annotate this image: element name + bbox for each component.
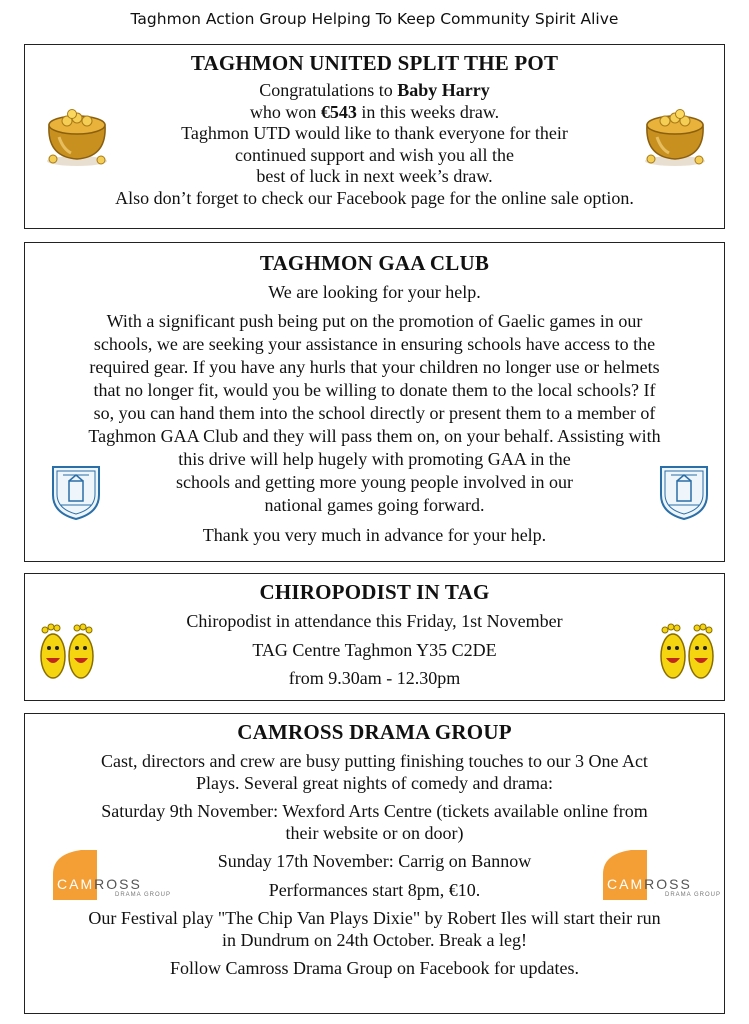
gaa-text-line: required gear. If you have any hurls that your children no longer use or helmets	[89, 356, 660, 377]
pot-congrats-line: Congratulations to Baby Harry	[259, 80, 490, 100]
gaa-text-line: schools and getting more young people involved in our	[176, 471, 573, 492]
gaa-text-line: schools, we are seeking your assistance in ensuring schools have access to the	[93, 333, 656, 354]
gaa-text-line: so, you can hand them into the school directly or present them to a member of	[93, 402, 656, 423]
gaa-crest-icon	[655, 461, 713, 523]
drama-text-line: Our Festival play "The Chip Van Plays Dixie" by Robert Iles will start their run	[88, 908, 661, 928]
drama-text-line: their website or on door)	[285, 822, 464, 843]
camross-logo-text: CAMROSS	[607, 876, 692, 892]
camross-drama-section	[24, 713, 725, 1014]
gaa-text-line: With a significant push being put on the promotion of Gaelic games in our	[106, 310, 643, 331]
gaa-text-line: national games going forward.	[264, 494, 485, 515]
pot-text-line: Taghmon UTD would like to thank everyone for their	[181, 123, 568, 143]
pot-text-line: best of luck in next week’s draw.	[256, 166, 493, 186]
section-title: TAGHMON GAA CLUB	[259, 251, 490, 275]
gaa-intro: We are looking for your help.	[268, 282, 481, 302]
camross-logo-subtitle: DRAMA GROUP	[665, 892, 722, 898]
drama-text-line: Performances start 8pm, €10.	[268, 879, 481, 900]
happy-feet-icon	[655, 616, 719, 682]
pot-won-line: who won €543 in this weeks draw.	[249, 101, 500, 122]
pot-of-gold-icon	[39, 97, 115, 169]
camross-logo-icon	[601, 850, 721, 902]
chiropodist-section	[24, 573, 725, 701]
section-title: CAMROSS DRAMA GROUP	[237, 720, 512, 744]
drama-text-line: Cast, directors and crew are busy putting finishing touches to our 3 One Act	[101, 751, 648, 771]
pot-text-line: continued support and wish you all the	[235, 144, 514, 165]
gaa-text-line: that no longer fit, would you be willing to donate them to the local schools? If	[93, 379, 656, 400]
gaa-body	[25, 310, 724, 517]
drama-text-line: Plays. Several great nights of comedy and drama:	[196, 772, 553, 793]
drama-text-line: Saturday 9th November: Wexford Arts Centre (tickets available online from	[101, 801, 648, 821]
section-title: TAGHMON UNITED SPLIT THE POT	[190, 51, 559, 75]
pot-of-gold-icon	[637, 97, 713, 169]
gaa-club-section	[24, 242, 725, 562]
camross-logo-icon	[51, 850, 171, 902]
split-the-pot-section	[24, 44, 725, 229]
pot-text-line: Also don’t forget to check our Facebook page for the online sale option.	[115, 187, 634, 208]
chiro-text-line: from 9.30am - 12.30pm	[288, 668, 461, 688]
gaa-text-line: this drive will help hugely with promoting GAA in the	[178, 448, 571, 469]
drama-text-line: Sunday 17th November: Carrig on Bannow	[217, 851, 532, 871]
drama-text-line: Follow Camross Drama Group on Facebook for updates.	[170, 958, 579, 978]
gaa-text-line: Taghmon GAA Club and they will pass them on, on your behalf. Assisting with	[88, 425, 661, 446]
camross-logo-subtitle: DRAMA GROUP	[115, 892, 172, 898]
section-title: CHIROPODIST IN TAG	[259, 580, 490, 604]
drama-text-line: in Dundrum on 24th October. Break a leg!	[222, 929, 527, 950]
gaa-crest-icon	[47, 461, 105, 523]
happy-feet-icon	[35, 616, 99, 682]
camross-logo-text: CAMROSS	[57, 876, 142, 892]
winner-name: Baby Harry	[397, 80, 490, 100]
gaa-thanks: Thank you very much in advance for your help.	[202, 524, 547, 545]
page-header: Taghmon Action Group Helping To Keep Community Spirit Alive	[130, 10, 619, 28]
prize-amount: €543	[320, 101, 357, 122]
chiro-text-line: Chiropodist in attendance this Friday, 1st November	[186, 611, 563, 631]
chiro-text-line: TAG Centre Taghmon Y35 C2DE	[252, 639, 497, 660]
